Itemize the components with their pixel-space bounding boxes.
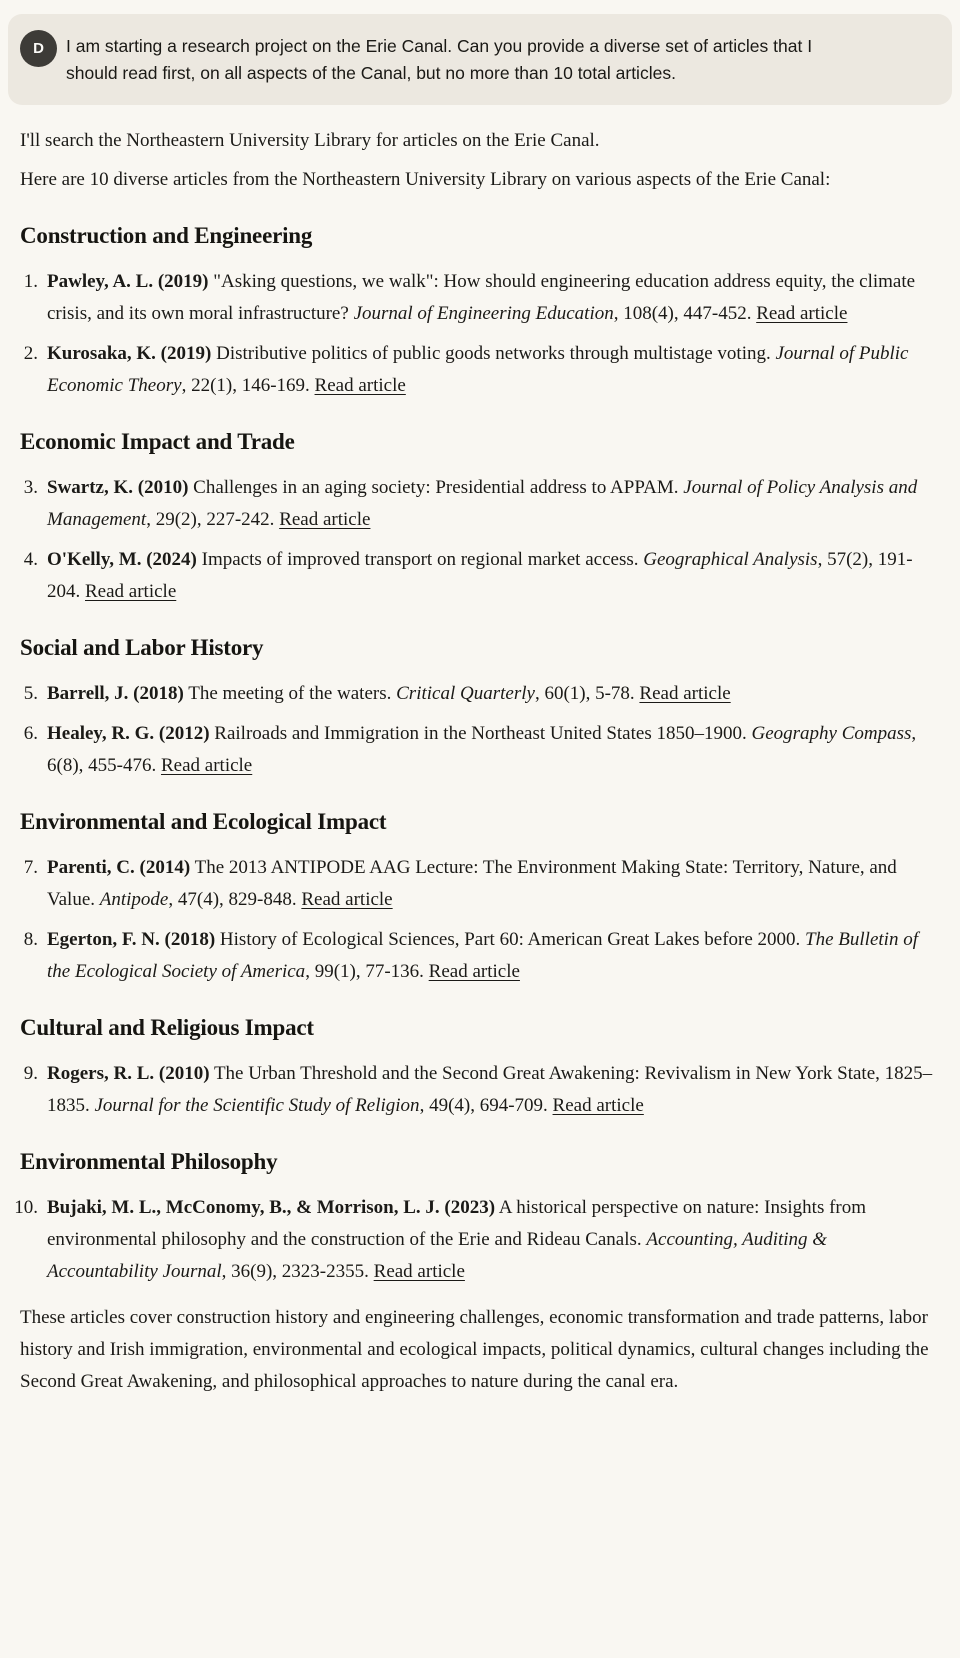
citation-title: "Asking questions, we walk": How should engineering education address equity, the climate crisis, and its own moral infrastructure? (47, 271, 916, 324)
citation-item (20, 924, 942, 988)
bottom-whitespace-strip (0, 1658, 960, 1677)
assistant-intro-line-1: I'll search the Northeastern University Library for articles on the Erie Canal. (20, 130, 600, 151)
citation-item (20, 678, 942, 710)
citation-list (14, 1192, 942, 1288)
citation-number: 3. (23, 477, 38, 498)
citation-number: 9. (23, 1063, 38, 1084)
citation-text (47, 544, 942, 608)
citation-author-year: Parenti, C. (2014) (47, 857, 191, 878)
citation-author-year: Pawley, A. L. (2019) (47, 271, 209, 292)
read-article-link[interactable]: Read article (428, 961, 520, 982)
read-article-link[interactable]: Read article (85, 581, 177, 602)
citation-journal: The Bulletin of the Ecological Society of America (47, 929, 918, 982)
read-article-link[interactable]: Read article (552, 1095, 644, 1116)
citation-number: 2. (23, 343, 38, 364)
citation-journal: Geographical Analysis (643, 549, 818, 570)
citation-author-year: Rogers, R. L. (2010) (47, 1063, 210, 1084)
citation-item (20, 1058, 942, 1122)
read-article-link[interactable]: Read article (160, 755, 253, 776)
citation-detail: , 108(4), 447-452. (613, 303, 757, 324)
citation-text (47, 1058, 942, 1122)
citation-item (20, 718, 942, 782)
citation-title: The meeting of the waters. (183, 683, 397, 704)
citation-item (14, 1192, 942, 1288)
citation-detail: , 47(4), 829-848. (168, 889, 302, 910)
citation-text (47, 266, 942, 330)
citation-author-year: Barrell, J. (2018) (47, 683, 184, 704)
citation-item (20, 852, 942, 916)
citation-detail: , 57(2), 191-204. (47, 549, 913, 602)
citation-text (47, 1192, 942, 1288)
citation-detail: , 49(4), 694-709. (419, 1095, 553, 1116)
citation-title: Distributive politics of public goods networks through multistage voting. (211, 343, 776, 364)
citation-number: 1. (23, 271, 38, 292)
citation-journal: Journal of Public Economic Theory (47, 343, 909, 396)
citation-item (20, 472, 942, 536)
citation-detail: , 60(1), 5-78. (534, 683, 640, 704)
citation-item (20, 544, 942, 608)
citation-author-year: Egerton, F. N. (2018) (47, 929, 216, 950)
citation-author-year: Swartz, K. (2010) (47, 477, 189, 498)
citation-list (20, 472, 942, 608)
section-heading: Environmental Philosophy (20, 1149, 278, 1174)
citation-list (20, 852, 942, 988)
read-article-link[interactable]: Read article (301, 889, 393, 910)
citation-item (20, 338, 942, 402)
read-article-link[interactable]: Read article (314, 375, 406, 396)
citation-title: Impacts of improved transport on regional market access. (196, 549, 644, 570)
citation-journal: Geography Compass (751, 723, 912, 744)
citation-author-year: Bujaki, M. L., McConomy, B., & Morrison, L. J. (2023) (47, 1197, 496, 1218)
citation-journal: Accounting, Auditing & Accountability Journal (47, 1229, 828, 1282)
citation-number: 5. (23, 683, 38, 704)
citation-journal: Journal of Policy Analysis and Management (47, 477, 918, 530)
read-article-link[interactable]: Read article (756, 303, 848, 324)
read-article-link[interactable]: Read article (279, 509, 371, 530)
citation-text (47, 472, 942, 536)
citation-number: 4. (23, 549, 38, 570)
section-heading: Social and Labor History (20, 635, 264, 660)
citation-text (47, 338, 942, 402)
citation-title: History of Ecological Sciences, Part 60: American Great Lakes before 2000. (215, 929, 806, 950)
assistant-response (0, 105, 960, 1398)
citation-journal: Critical Quarterly (396, 683, 535, 704)
citation-journal: Journal of Engineering Education (353, 303, 614, 324)
section-heading: Construction and Engineering (20, 223, 313, 248)
citation-number: 7. (23, 857, 38, 878)
section-heading: Economic Impact and Trade (20, 429, 295, 454)
citation-author-year: Healey, R. G. (2012) (47, 723, 210, 744)
citation-title: The Urban Threshold and the Second Great Awakening: Revivalism in New York State, 1825–1835. (47, 1063, 933, 1116)
read-article-link[interactable]: Read article (373, 1261, 465, 1282)
citation-title: Railroads and Immigration in the Northeast United States 1850–1900. (209, 723, 752, 744)
assistant-closing-paragraph: These articles cover construction history and engineering challenges, economic transformation and trade patterns, labor history and Irish immigration, environmental and ecological impacts, political dynamics, cultural changes including the Second Great Awakening, and philosophical approaches to nature during the canal era. (20, 1307, 929, 1392)
citation-text (47, 718, 942, 782)
citation-journal: Journal for the Scientific Study of Religion (94, 1095, 420, 1116)
section-heading: Environmental and Ecological Impact (20, 809, 387, 834)
read-article-link[interactable]: Read article (639, 683, 731, 704)
citation-item (20, 266, 942, 330)
citation-title: A historical perspective on nature: Insights from environmental philosophy and the construction of the Erie and Rideau Canals. (47, 1197, 867, 1250)
citation-title: The 2013 ANTIPODE AAG Lecture: The Environment Making State: Territory, Nature, and Value. (47, 857, 897, 910)
section-heading: Cultural and Religious Impact (20, 1015, 314, 1040)
citation-list (20, 266, 942, 402)
citation-journal: Antipode (99, 889, 169, 910)
assistant-intro-line-2: Here are 10 diverse articles from the Northeastern University Library on various aspects of the Erie Canal: (20, 169, 831, 190)
citation-text (47, 924, 942, 988)
citation-text (47, 852, 942, 916)
citation-title: Challenges in an aging society: Presidential address to APPAM. (188, 477, 684, 498)
citation-list (20, 678, 942, 782)
citation-text (47, 678, 942, 710)
user-avatar[interactable]: D (20, 30, 57, 67)
citation-detail: , 99(1), 77-136. (305, 961, 429, 982)
citation-detail: , 6(8), 455-476. (47, 723, 917, 776)
citation-author-year: Kurosaka, K. (2019) (47, 343, 212, 364)
user-message-text: I am starting a research project on the Erie Canal. Can you provide a diverse set of articles that I should read first, on all aspects of the Canal, but no more than 10 total articles. (66, 36, 813, 83)
citation-detail: , 36(9), 2323-2355. (221, 1261, 374, 1282)
citation-detail: , 29(2), 227-242. (146, 509, 280, 530)
sections-container (14, 223, 942, 1288)
citation-author-year: O'Kelly, M. (2024) (47, 549, 197, 570)
user-message-bubble (8, 14, 952, 105)
citation-number: 8. (23, 929, 38, 950)
citation-detail: , 22(1), 146-169. (181, 375, 315, 396)
citation-number: 10. (14, 1197, 38, 1218)
citation-list (20, 1058, 942, 1122)
citation-number: 6. (23, 723, 38, 744)
